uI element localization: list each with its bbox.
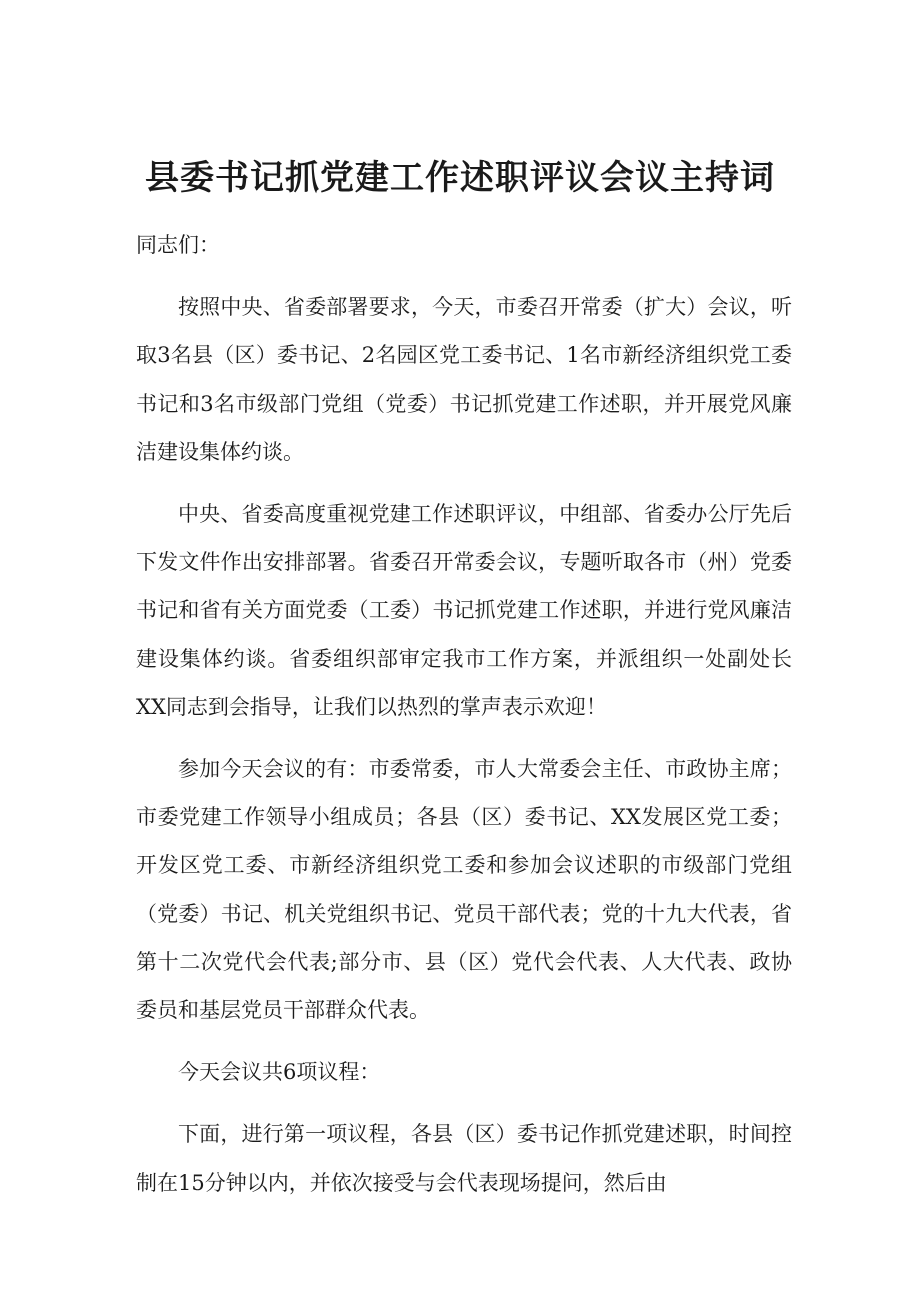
paragraph-background: 中央、省委高度重视党建工作述职评议，中组部、省委办公厅先后下发文件作出安排部署。省委召开常委会议，专题听取各市（州）党委书记和省有关方面党委（工委）书记抓党建工作述职，并进行党风廉洁建设集体约谈。省委组织部审定我市工作方案，并派组织一处副处长XX同志到会指导，让我们以热烈的掌声表示欢迎！: [136, 502, 792, 719]
paragraph-first-item: 下面，进行第一项议程，各县（区）委书记作抓党建述职，时间控制在15分钟以内，并依次接受与会代表现场提问，然后由: [136, 1122, 792, 1195]
paragraph-meeting-intro: 按照中央、省委部署要求，今天，市委召开常委（扩大）会议，听取3名县（区）委书记、2名园区党工委书记、1名市新经济组织党工委书记和3名市级部门党组（党委）书记抓党建工作述职，并开展党风廉洁建设集体约谈。: [136, 295, 792, 464]
paragraph-agenda: 今天会议共6项议程：: [178, 1060, 381, 1085]
paragraph-attendees: 参加今天会议的有：市委常委，市人大常委会主任、市政协主席；市委党建工作领导小组成员；各县（区）委书记、XX发展区党工委；开发区党工委、市新经济组织党工委和参加会议述职的市级部门党组（党委）书记、机关党组织书记、党员干部代表；党的十九大代表，省第十二次党代会代表;部分市、县（区）党代会代表、人大代表、政协委员和基层党员干部群众代表。: [136, 757, 792, 1023]
salutation: 同志们：: [136, 233, 220, 257]
document-title: 县委书记抓党建工作述职评议会议主持词: [145, 158, 775, 198]
document-body: [136, 221, 792, 1221]
